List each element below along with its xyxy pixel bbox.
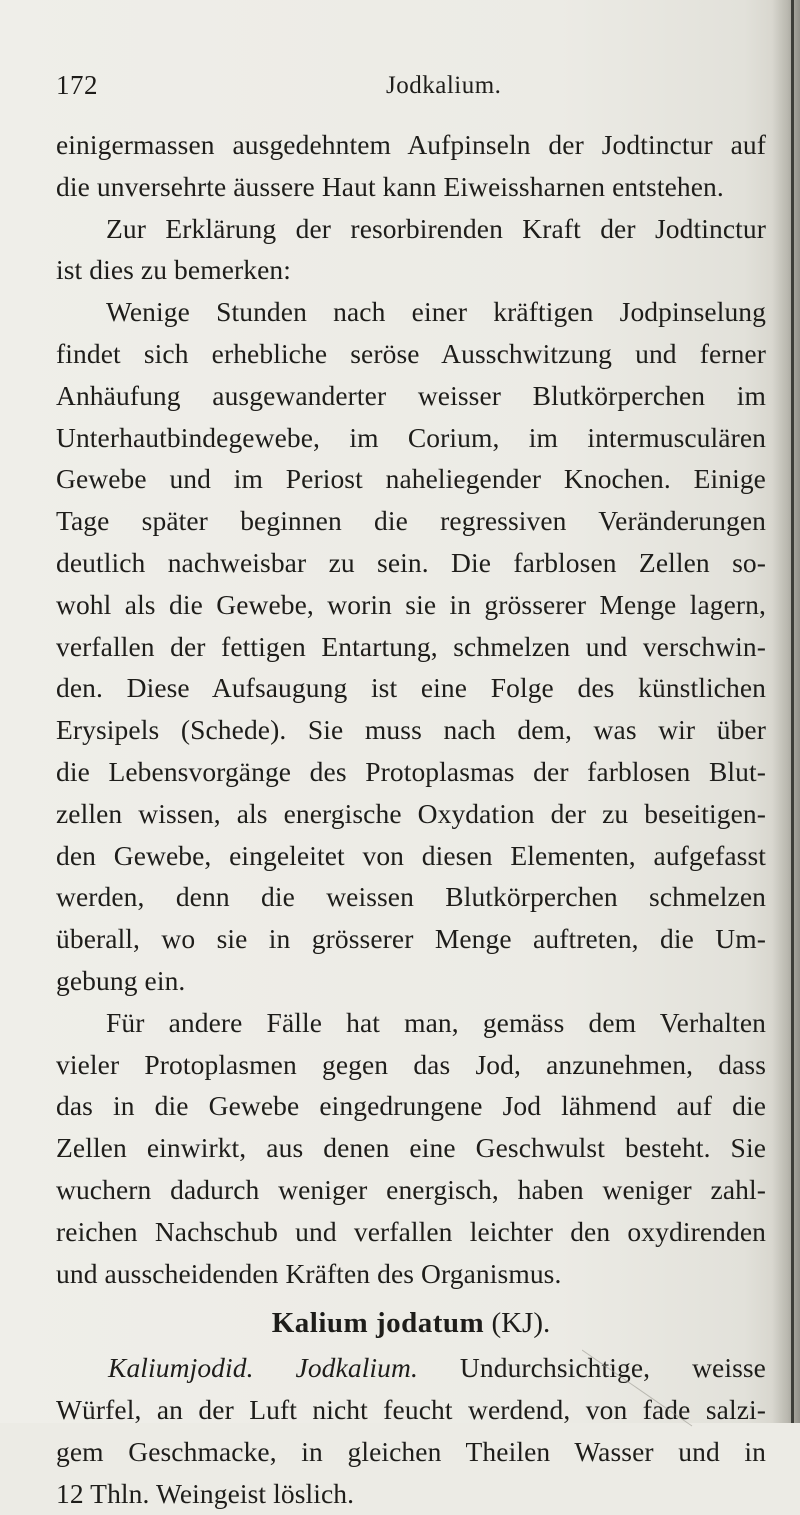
text-line: Anhäufung ausgewanderter weisser Blutkörperchen im <box>56 379 766 411</box>
section-heading <box>56 1300 766 1347</box>
text-line: wuchern dadurch weniger energisch, haben weniger zahl- <box>56 1173 766 1205</box>
text-line: den. Diese Aufsaugung ist eine Folge des künstlichen <box>56 672 766 704</box>
text-line: Zur Erklärung der resorbirenden Kraft der Jodtinctur <box>106 212 766 244</box>
text-line: wohl als die Gewebe, worin sie in grösserer Menge lagern, <box>56 588 766 620</box>
text-line: gebung ein. <box>56 964 186 996</box>
section-first-line-text: Undurchsichtige, weisse <box>459 1352 766 1384</box>
text-line: Wenige Stunden nach einer kräftigen Jodpinselung <box>106 296 766 328</box>
text-line: deutlich nachweisbar zu sein. Die farblosen Zellen so- <box>56 546 766 578</box>
text-line: reichen Nachschub und verfallen leichter den oxydirenden <box>56 1215 766 1247</box>
text-line: und ausscheidenden Kräften des Organismus. <box>56 1257 562 1289</box>
text-line: den Gewebe, eingeleitet von diesen Elementen, aufgefasst <box>56 839 766 871</box>
text-line: Zellen einwirkt, aus denen eine Geschwulst besteht. Sie <box>56 1132 766 1164</box>
section-symbol: (KJ). <box>491 1307 551 1340</box>
text-line: überall, wo sie in grösserer Menge auftreten, die Um- <box>56 923 766 955</box>
text-line: werden, denn die weissen Blutkörperchen schmelzen <box>56 881 766 913</box>
page-edge-line <box>791 0 794 1423</box>
synonym-kaliumjodid: Kaliumjodid. <box>108 1352 254 1384</box>
paper-crease-mark <box>582 1348 702 1428</box>
body-text <box>56 124 766 1515</box>
text-line: Tage später beginnen die regressiven Veränderungen <box>56 505 766 537</box>
synonym-jodkalium: Jodkalium. <box>295 1352 418 1384</box>
text-line: Für andere Fälle hat man, gemäss dem Verhalten <box>106 1006 766 1038</box>
running-head: Jodkalium. <box>386 72 502 99</box>
text-line: Unterhautbindegewebe, im Corium, im intermusculären <box>56 421 766 453</box>
text-line: verfallen der fettigen Entartung, schmelzen und verschwin- <box>56 630 766 662</box>
text-line: das in die Gewebe eingedrungene Jod lähmend auf die <box>56 1090 766 1122</box>
text-line: Würfel, an der Luft nicht feucht werdend, von fade salzi- <box>56 1394 766 1426</box>
page-header <box>56 70 766 110</box>
text-line: 12 Thln. Weingeist löslich. <box>56 1477 355 1509</box>
text-line: vieler Protoplasmen gegen das Jod, anzunehmen, dass <box>56 1048 766 1080</box>
text-line: die Lebensvorgänge des Protoplasmas der farblosen Blut- <box>56 755 766 787</box>
section-title: Kalium jodatum <box>271 1307 485 1340</box>
page-edge-shadow <box>772 0 800 1423</box>
text-line: die unversehrte äussere Haut kann Eiweissharnen entstehen. <box>56 170 724 202</box>
text-line: einigermassen ausgedehntem Aufpinseln der Jodtinctur auf <box>56 129 766 160</box>
text-line: ist dies zu bemerken: <box>56 254 292 286</box>
page-number: 172 <box>56 70 98 100</box>
text-line: gem Geschmacke, in gleichen Theilen Wasser und in <box>56 1435 766 1467</box>
text-line: findet sich erhebliche seröse Ausschwitzung und ferner <box>56 337 766 369</box>
text-line: Erysipels (Schede). Sie muss nach dem, was wir über <box>56 714 766 746</box>
text-line: zellen wissen, als energische Oxydation der zu beseitigen- <box>56 797 766 829</box>
text-line: Gewebe und im Periost naheliegender Knochen. Einige <box>56 463 766 495</box>
